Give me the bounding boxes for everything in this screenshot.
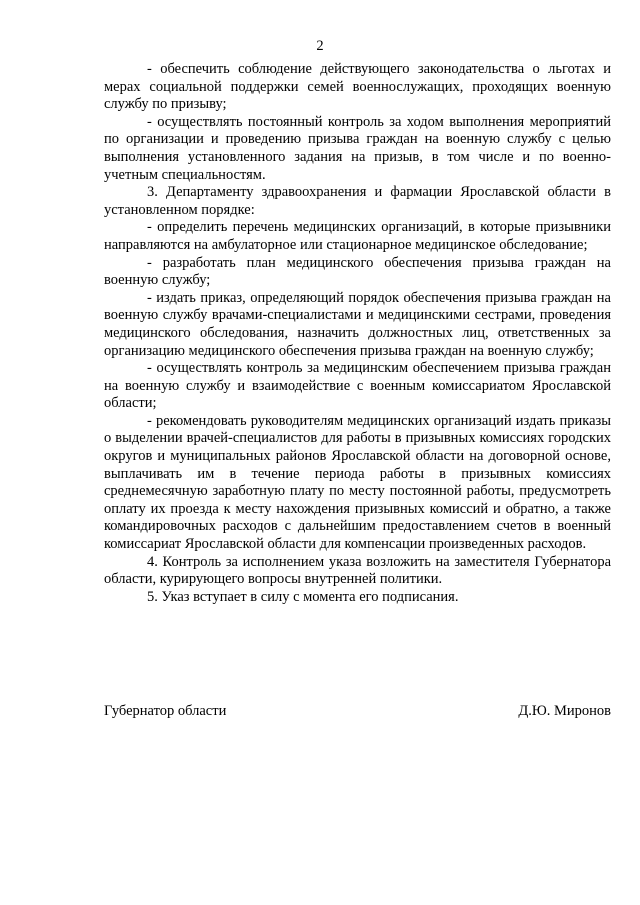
- paragraph-bullet-med-orgs: - определить перечень медицинских организаций, в которые призывники направляются на амбулаторное или стационарное медицинское обследование;: [104, 219, 611, 253]
- signature-block: [104, 702, 611, 720]
- paragraph-item-4: 4. Контроль за исполнением указа возложить на заместителя Губернатора области, курирующего вопросы внутренней политики.: [104, 553, 611, 588]
- paragraph-item-5: 5. Указ вступает в силу с момента его подписания.: [147, 588, 459, 605]
- paragraph-item-3: 3. Департаменту здравоохранения и фармации Ярославской области в установленном порядке:: [104, 184, 611, 218]
- paragraph-bullet-benefits: - обеспечить соблюдение действующего законодательства о льготах и мерах социальной поддержки семей военнослужащих, проходящих военную службу по призыву;: [104, 61, 611, 113]
- signature-position: Губернатор области: [104, 703, 227, 719]
- page-number: 2: [316, 38, 324, 54]
- paragraph-bullet-order: - издать приказ, определяющий порядок обеспечения призыва граждан на военную службу врачами-специалистами и медицинскими сестрами, проведения медицинского обследования, назначить должностных лиц, ответственных за организацию медицинского обеспечения призыва граждан на военную службу;: [104, 289, 611, 359]
- document-body: [104, 61, 611, 606]
- paragraph-bullet-med-plan: - разработать план медицинского обеспечения призыва граждан на военную службу;: [104, 254, 611, 289]
- signature-name: Д.Ю. Миронов: [518, 703, 611, 719]
- paragraph-bullet-med-control: - осуществлять контроль за медицинским обеспечением призыва граждан на военную службу и взаимодействие с военным комиссариатом Ярославской области;: [104, 360, 611, 412]
- paragraph-bullet-recommend: - рекомендовать руководителям медицинских организаций издать приказы о выделении врачей-специалистов для работы в призывных комиссиях городских округов и муниципальных районов Ярославской области на договорной основе, выплачивать им в течение периода работы в призывных комиссиях среднемесячную заработную плату по месту постоянной работы, предусмотреть оплату их проезда к месту нахождения призывных комиссий и обратно, а также командировочных расходов с дальнейшим предоставлением счетов в военный комиссариат Ярославской области для компенсации произведенных расходов.: [104, 412, 611, 553]
- paragraph-bullet-control: - осуществлять постоянный контроль за ходом выполнения мероприятий по организации и проведению призыва граждан на военную службу с целью выполнения установленного задания на призыв, в том числе и по военно-учетным специальностям.: [104, 113, 611, 183]
